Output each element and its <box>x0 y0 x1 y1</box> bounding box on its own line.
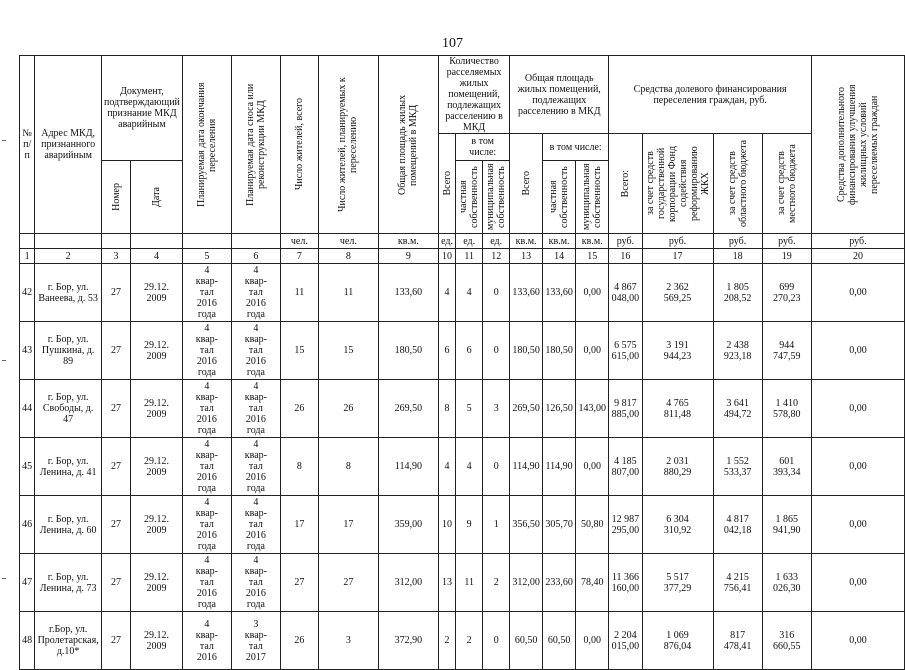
doc-date-cell: 29.12. 2009 <box>131 380 183 438</box>
funds-regional-cell: 3 641 494,72 <box>713 380 762 438</box>
header-area-sub: в том числе: <box>542 134 608 161</box>
table-row <box>20 322 905 380</box>
funds-fund-cell: 4 765 811,48 <box>642 380 713 438</box>
total-area-cell: 359,00 <box>378 496 438 554</box>
count-municipal-cell: 2 <box>483 554 510 612</box>
total-area-cell: 180,50 <box>378 322 438 380</box>
doc-number-cell: 27 <box>101 380 130 438</box>
funds-local-cell: 1 865 941,90 <box>762 496 811 554</box>
header-funds-total: Всего: <box>619 169 631 198</box>
area-private-cell: 233,60 <box>542 554 575 612</box>
doc-number-cell: 27 <box>101 322 130 380</box>
area-total-cell: 133,60 <box>510 264 543 322</box>
area-total-cell: 312,00 <box>510 554 543 612</box>
doc-date-cell: 29.12. 2009 <box>131 264 183 322</box>
funds-extra-cell: 0,00 <box>811 264 904 322</box>
count-total-cell: 4 <box>438 264 455 322</box>
residents-total-cell: 15 <box>280 322 318 380</box>
column-number: 14 <box>542 249 575 264</box>
address-cell: г. Бор, ул. Ленина, д. 73 <box>35 554 102 612</box>
planned-end-cell: 4 квар- тал 2016 года <box>182 322 231 380</box>
planned-demolition-cell: 4 квар- тал 2016 года <box>231 438 280 496</box>
planned-demolition-cell: 3 квар- тал 2017 <box>231 612 280 670</box>
residents-total-cell: 26 <box>280 380 318 438</box>
area-total-cell: 114,90 <box>510 438 543 496</box>
header-num: № п/п <box>20 56 35 234</box>
unit-cell: кв.м. <box>576 234 609 249</box>
column-number: 6 <box>231 249 280 264</box>
residents-total-cell: 27 <box>280 554 318 612</box>
header-planned-demolition: Планируемая дата сноса или реконструкции МКД <box>244 83 267 206</box>
funds-local-cell: 1 410 578,80 <box>762 380 811 438</box>
total-area-cell: 312,00 <box>378 554 438 612</box>
header-count-private: частная собственность <box>458 166 481 228</box>
funds-total-cell: 2 204 015,00 <box>609 612 642 670</box>
address-cell: г. Бор, ул. Свободы, д. 47 <box>35 380 102 438</box>
column-number: 19 <box>762 249 811 264</box>
resettlement-table <box>19 55 905 670</box>
unit-cell: кв.м. <box>542 234 575 249</box>
header-count-sub: в том числе: <box>456 134 510 161</box>
margin-mark <box>2 578 6 579</box>
planned-end-cell: 4 квар- тал 2016 года <box>182 554 231 612</box>
area-private-cell: 126,50 <box>542 380 575 438</box>
unit-cell: кв.м. <box>378 234 438 249</box>
header-area-total: Всего <box>520 171 532 196</box>
funds-regional-cell: 2 438 923,18 <box>713 322 762 380</box>
page-number: 107 <box>442 36 463 51</box>
funds-total-cell: 6 575 615,00 <box>609 322 642 380</box>
funds-total-cell: 12 987 295,00 <box>609 496 642 554</box>
header-funds-local: за счет средств местного бюджета <box>775 144 798 223</box>
planned-end-cell: 4 квар- тал 2016 года <box>182 496 231 554</box>
funds-fund-cell: 1 069 876,04 <box>642 612 713 670</box>
unit-cell: руб. <box>642 234 713 249</box>
funds-local-cell: 601 393,34 <box>762 438 811 496</box>
count-total-cell: 2 <box>438 612 455 670</box>
column-number: 9 <box>378 249 438 264</box>
column-number: 3 <box>101 249 130 264</box>
column-number: 13 <box>510 249 543 264</box>
header-area-municipal: муниципальная собственность <box>581 163 604 231</box>
header-doc-number: Номер <box>110 183 122 211</box>
funds-extra-cell: 0,00 <box>811 496 904 554</box>
header-planned-end: Планируемая дата окончания переселения <box>195 82 218 207</box>
table-row <box>20 438 905 496</box>
address-cell: г. Бор, ул. Ленина, д. 60 <box>35 496 102 554</box>
funds-regional-cell: 1 552 533,37 <box>713 438 762 496</box>
funds-fund-cell: 3 191 944,23 <box>642 322 713 380</box>
column-number: 20 <box>811 249 904 264</box>
residents-total-cell: 11 <box>280 264 318 322</box>
header-funds-regional: за счет средств областного бюджета <box>726 139 749 228</box>
doc-date-cell: 29.12. 2009 <box>131 496 183 554</box>
funds-fund-cell: 6 304 310,92 <box>642 496 713 554</box>
column-number: 16 <box>609 249 642 264</box>
header-residents-planned: Число жителей, планируемых к переселению <box>337 77 360 212</box>
funds-local-cell: 944 747,59 <box>762 322 811 380</box>
count-total-cell: 8 <box>438 380 455 438</box>
header-funds-fund: за счет средств государственной корпорации Фонд содействия реформированию ЖКХ <box>644 145 711 222</box>
area-municipal-cell: 50,80 <box>576 496 609 554</box>
funds-extra-cell: 0,00 <box>811 612 904 670</box>
row-number: 45 <box>20 438 35 496</box>
column-number: 12 <box>483 249 510 264</box>
funds-regional-cell: 817 478,41 <box>713 612 762 670</box>
unit-cell: чел. <box>280 234 318 249</box>
count-private-cell: 6 <box>456 322 483 380</box>
unit-cell: руб. <box>713 234 762 249</box>
residents-planned-cell: 17 <box>318 496 378 554</box>
count-private-cell: 11 <box>456 554 483 612</box>
doc-date-cell: 29.12. 2009 <box>131 554 183 612</box>
unit-cell: руб. <box>609 234 642 249</box>
header-area-group: Общая площадь жилых помещений, подлежащих расселению в МКД <box>510 56 609 134</box>
funds-fund-cell: 5 517 377,29 <box>642 554 713 612</box>
planned-end-cell: 4 квар- тал 2016 <box>182 612 231 670</box>
funds-fund-cell: 2 362 569,25 <box>642 264 713 322</box>
funds-total-cell: 4 867 048,00 <box>609 264 642 322</box>
table-row <box>20 380 905 438</box>
unit-cell: кв.м. <box>510 234 543 249</box>
unit-cell: руб. <box>762 234 811 249</box>
funds-extra-cell: 0,00 <box>811 380 904 438</box>
column-number: 11 <box>456 249 483 264</box>
address-cell: г. Бор, ул. Ленина, д. 41 <box>35 438 102 496</box>
funds-local-cell: 1 633 026,30 <box>762 554 811 612</box>
area-private-cell: 180,50 <box>542 322 575 380</box>
header-address: Адрес МКД, признанного аварийным <box>35 56 102 234</box>
planned-end-cell: 4 квар- тал 2016 года <box>182 264 231 322</box>
residents-planned-cell: 27 <box>318 554 378 612</box>
funds-local-cell: 316 660,55 <box>762 612 811 670</box>
doc-number-cell: 27 <box>101 496 130 554</box>
column-number: 2 <box>35 249 102 264</box>
header-funds-group: Средства долевого финансирования переселения граждан, руб. <box>609 56 812 134</box>
address-cell: г.Бор, ул. Пролетарская, д.10* <box>35 612 102 670</box>
row-number: 43 <box>20 322 35 380</box>
header-document: Документ, подтверждающий признание МКД аварийным <box>101 56 182 161</box>
planned-end-cell: 4 квар- тал 2016 года <box>182 380 231 438</box>
area-municipal-cell: 0,00 <box>576 264 609 322</box>
doc-date-cell: 29.12. 2009 <box>131 438 183 496</box>
residents-planned-cell: 11 <box>318 264 378 322</box>
area-total-cell: 60,50 <box>510 612 543 670</box>
unit-cell: ед. <box>438 234 455 249</box>
column-number: 8 <box>318 249 378 264</box>
doc-number-cell: 27 <box>101 438 130 496</box>
column-number: 5 <box>182 249 231 264</box>
count-total-cell: 10 <box>438 496 455 554</box>
area-private-cell: 60,50 <box>542 612 575 670</box>
funds-total-cell: 11 366 160,00 <box>609 554 642 612</box>
row-number: 47 <box>20 554 35 612</box>
funds-regional-cell: 1 805 208,52 <box>713 264 762 322</box>
column-number: 4 <box>131 249 183 264</box>
table-row <box>20 264 905 322</box>
area-private-cell: 133,60 <box>542 264 575 322</box>
table-row <box>20 612 905 670</box>
area-private-cell: 114,90 <box>542 438 575 496</box>
count-municipal-cell: 0 <box>483 612 510 670</box>
area-total-cell: 269,50 <box>510 380 543 438</box>
count-private-cell: 2 <box>456 612 483 670</box>
funds-extra-cell: 0,00 <box>811 438 904 496</box>
unit-cell: ед. <box>483 234 510 249</box>
count-private-cell: 4 <box>456 264 483 322</box>
residents-planned-cell: 3 <box>318 612 378 670</box>
header-total-area: Общая площадь жилых помещений в МКД <box>397 94 420 195</box>
total-area-cell: 269,50 <box>378 380 438 438</box>
area-total-cell: 356,50 <box>510 496 543 554</box>
row-number: 42 <box>20 264 35 322</box>
table-row <box>20 554 905 612</box>
row-number: 46 <box>20 496 35 554</box>
planned-demolition-cell: 4 квар- тал 2016 года <box>231 322 280 380</box>
column-number: 18 <box>713 249 762 264</box>
residents-total-cell: 17 <box>280 496 318 554</box>
residents-total-cell: 8 <box>280 438 318 496</box>
count-municipal-cell: 0 <box>483 322 510 380</box>
planned-end-cell: 4 квар- тал 2016 года <box>182 438 231 496</box>
column-number: 1 <box>20 249 35 264</box>
doc-number-cell: 27 <box>101 554 130 612</box>
unit-cell: руб. <box>811 234 904 249</box>
column-number: 17 <box>642 249 713 264</box>
area-total-cell: 180,50 <box>510 322 543 380</box>
row-number: 44 <box>20 380 35 438</box>
count-municipal-cell: 0 <box>483 438 510 496</box>
table-row <box>20 496 905 554</box>
area-private-cell: 305,70 <box>542 496 575 554</box>
doc-number-cell: 27 <box>101 264 130 322</box>
count-total-cell: 4 <box>438 438 455 496</box>
residents-planned-cell: 8 <box>318 438 378 496</box>
planned-demolition-cell: 4 квар- тал 2016 года <box>231 554 280 612</box>
total-area-cell: 114,90 <box>378 438 438 496</box>
count-private-cell: 4 <box>456 438 483 496</box>
residents-planned-cell: 26 <box>318 380 378 438</box>
area-municipal-cell: 143,00 <box>576 380 609 438</box>
funds-extra-cell: 0,00 <box>811 322 904 380</box>
planned-demolition-cell: 4 квар- тал 2016 года <box>231 380 280 438</box>
header-funds-extra: Средства дополнительного финансирования улучшения жилищных условий переселяемых граждан <box>835 84 880 205</box>
residents-planned-cell: 15 <box>318 322 378 380</box>
column-number: 7 <box>280 249 318 264</box>
planned-demolition-cell: 4 квар- тал 2016 года <box>231 264 280 322</box>
funds-total-cell: 9 817 885,00 <box>609 380 642 438</box>
funds-regional-cell: 4 817 042,18 <box>713 496 762 554</box>
row-number: 48 <box>20 612 35 670</box>
unit-cell: ед. <box>456 234 483 249</box>
doc-number-cell: 27 <box>101 612 130 670</box>
header-residents-total: Число жителей, всего <box>293 98 305 191</box>
column-number: 15 <box>576 249 609 264</box>
funds-fund-cell: 2 031 880,29 <box>642 438 713 496</box>
header-count-municipal: муниципальная собственность <box>485 163 508 231</box>
residents-total-cell: 26 <box>280 612 318 670</box>
header-count-total: Всего <box>441 171 453 196</box>
header-area-private: частная собственность <box>548 166 571 228</box>
count-total-cell: 13 <box>438 554 455 612</box>
count-private-cell: 9 <box>456 496 483 554</box>
count-private-cell: 5 <box>456 380 483 438</box>
total-area-cell: 372,90 <box>378 612 438 670</box>
funds-local-cell: 699 270,23 <box>762 264 811 322</box>
count-municipal-cell: 0 <box>483 264 510 322</box>
doc-date-cell: 29.12. 2009 <box>131 612 183 670</box>
address-cell: г. Бор, ул. Пушкина, д. 89 <box>35 322 102 380</box>
area-municipal-cell: 78,40 <box>576 554 609 612</box>
count-municipal-cell: 3 <box>483 380 510 438</box>
margin-mark <box>2 360 6 361</box>
header-count-group: Количество расселяемых жилых помещений, подлежащих расселению в МКД <box>438 56 509 134</box>
area-municipal-cell: 0,00 <box>576 322 609 380</box>
area-municipal-cell: 0,00 <box>576 438 609 496</box>
planned-demolition-cell: 4 квар- тал 2016 года <box>231 496 280 554</box>
funds-regional-cell: 4 215 756,41 <box>713 554 762 612</box>
count-municipal-cell: 1 <box>483 496 510 554</box>
margin-mark <box>2 140 6 141</box>
unit-cell: чел. <box>318 234 378 249</box>
header-doc-date: Дата <box>150 187 162 207</box>
funds-extra-cell: 0,00 <box>811 554 904 612</box>
doc-date-cell: 29.12. 2009 <box>131 322 183 380</box>
area-municipal-cell: 0,00 <box>576 612 609 670</box>
address-cell: г. Бор, ул. Ванеева, д. 53 <box>35 264 102 322</box>
column-number: 10 <box>438 249 455 264</box>
funds-total-cell: 4 185 807,00 <box>609 438 642 496</box>
total-area-cell: 133,60 <box>378 264 438 322</box>
count-total-cell: 6 <box>438 322 455 380</box>
